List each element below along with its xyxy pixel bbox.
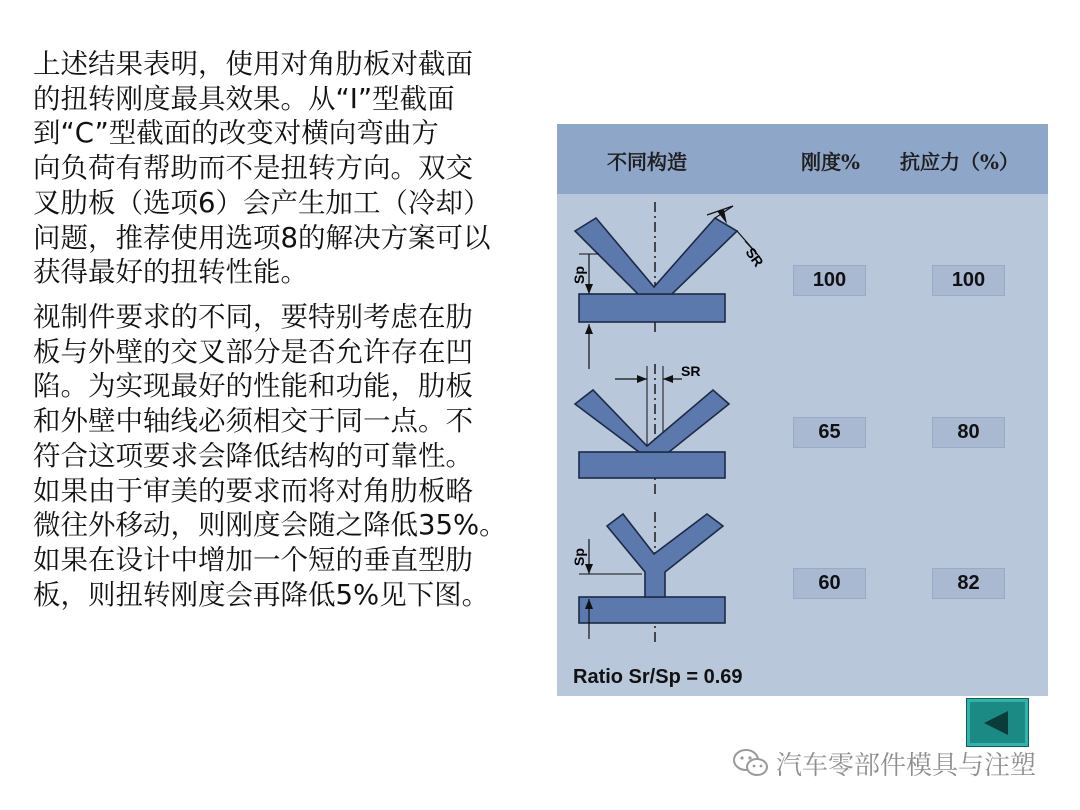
text-line: 问题，推荐使用选项8的解决方案可以 <box>33 221 491 254</box>
rib-diagram-3 <box>571 512 725 644</box>
stiffness-value: 100 <box>793 265 866 296</box>
previous-slide-button[interactable] <box>966 698 1029 747</box>
wechat-icon <box>732 748 770 778</box>
header-configuration: 不同构造 <box>607 150 687 174</box>
text-line: 符合这项要求会降低结构的可靠性。 <box>33 439 473 472</box>
header-stress: 抗应力（%） <box>900 150 1020 174</box>
stress-value: 100 <box>932 265 1005 296</box>
paragraph-1 <box>33 47 553 290</box>
text-line: 微往外移动，则刚度会随之降低35%。 <box>33 509 507 542</box>
text-line: 的扭转刚度最具效果。从“I”型截面 <box>33 82 455 115</box>
rib-cross-section-diagrams <box>557 194 777 664</box>
text-line: 和外壁中轴线必须相交于同一点。不 <box>33 405 473 438</box>
text-line: 如果在设计中增加一个短的垂直型肋 <box>33 543 473 576</box>
rib-diagram-2 <box>575 363 729 494</box>
text-line: 板与外壁的交叉部分是否允许存在凹 <box>33 335 473 368</box>
sp-label: Sp <box>571 266 587 284</box>
stress-value: 80 <box>932 417 1005 448</box>
text-line: 如果由于审美的要求而将对角肋板略 <box>33 474 473 507</box>
text-line: 获得最好的扭转性能。 <box>33 256 308 289</box>
stiffness-value: 65 <box>793 417 866 448</box>
text-line: 叉肋板（选项6）会产生加工（冷却） <box>33 186 491 219</box>
header-stiffness: 刚度% <box>801 150 861 174</box>
text-line: 视制件要求的不同，要特别考虑在肋 <box>33 301 473 333</box>
sr-label: SR <box>681 363 701 379</box>
table-header <box>557 124 1048 194</box>
rib-diagram-1 <box>571 202 767 369</box>
text-line: 陷。为实现最好的性能和功能，肋板 <box>33 370 473 403</box>
watermark <box>732 745 1036 781</box>
stress-value: 82 <box>932 568 1005 599</box>
sr-label: SR <box>742 244 767 270</box>
paragraph-2 <box>33 300 553 612</box>
text-line: 上述结果表明，使用对角肋板对截面 <box>33 48 473 80</box>
text-line: 到“C”型截面的改变对横向弯曲方 <box>33 117 439 150</box>
text-line: 板，则扭转刚度会再降低5%见下图。 <box>33 578 490 611</box>
ratio-label: Ratio Sr/Sp = 0.69 <box>573 666 743 688</box>
sp-label: Sp <box>571 548 587 566</box>
watermark-text: 汽车零部件模具与注塑 <box>776 750 1037 781</box>
triangle-left-icon <box>984 711 1008 735</box>
stiffness-value: 60 <box>793 568 866 599</box>
text-line: 向负荷有帮助而不是扭转方向。双交 <box>33 152 473 185</box>
